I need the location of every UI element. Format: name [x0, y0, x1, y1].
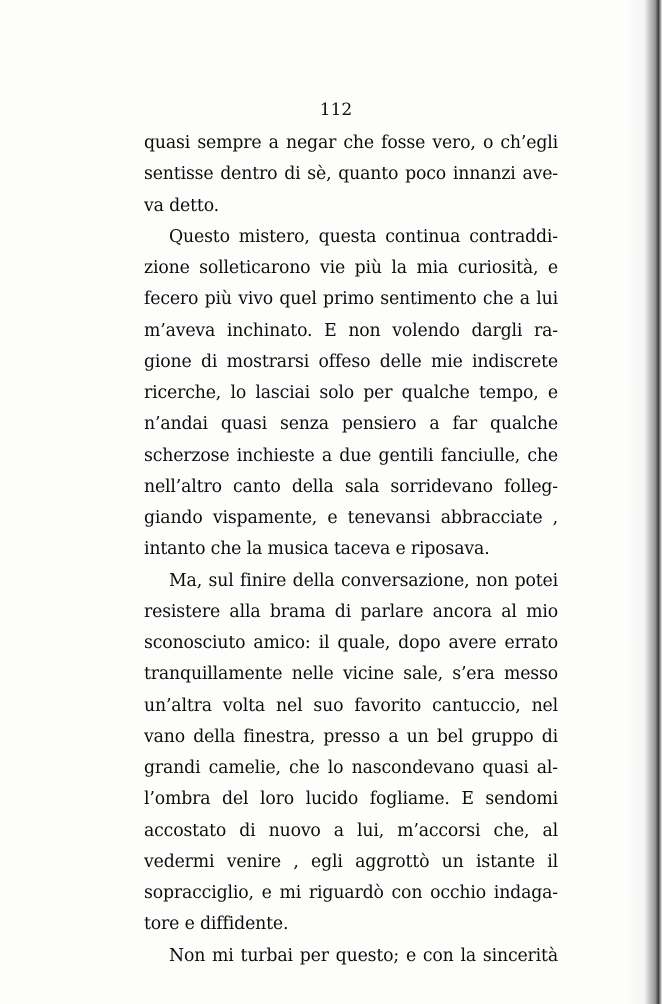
page-binding-edge	[626, 0, 662, 1004]
text-line: nell’altro canto della sala sorridevano folleg-	[144, 476, 558, 497]
text-line: va detto.	[144, 195, 219, 216]
text-line: l’ombra del loro lucido fogliame. E sendomi	[144, 789, 558, 810]
text-line: zione solleticarono vie più la mia curiosità, e	[144, 258, 558, 278]
text-line: vano della finestra, presso a un bel gruppo di	[144, 726, 558, 747]
text-line: Questo mistero, questa continua contraddi-	[169, 226, 558, 247]
text-line: tore e diffidente.	[144, 914, 289, 935]
text-line: sentisse dentro di sè, quanto poco innanzi ave-	[144, 164, 558, 185]
text-line: quasi sempre a negar che fosse vero, o ch’egli	[144, 133, 558, 153]
text-line: accostato di nuovo a lui, m’accorsi che, al	[144, 820, 558, 841]
text-line: gione di mostrarsi offeso delle mie indiscrete	[144, 351, 558, 372]
text-line: resistere alla brama di parlare ancora al mio	[144, 601, 558, 622]
page-number: 112	[319, 100, 353, 120]
text-line: tranquillamente nelle vicine sale, s’era messo	[144, 664, 558, 685]
text-line: giando vispamente, e tenevansi abbracciate ,	[144, 508, 558, 528]
text-line: Non mi turbai per questo; e con la sincerità	[169, 945, 558, 966]
text-line: fecero più vivo quel primo sentimento che a lui	[144, 289, 558, 310]
text-line: n’andai quasi senza pensiero a far qualche	[144, 414, 558, 435]
text-line: sconosciuto amico: il quale, dopo avere errato	[144, 633, 558, 653]
text-line: ricerche, lo lasciai solo per qualche tempo, e	[144, 383, 558, 403]
text-line: Ma, sul finire della conversazione, non potei	[169, 570, 558, 591]
text-line: vedermi venire , egli aggrottò un istante il	[144, 851, 558, 872]
text-line: scherzose inchieste a due gentili fanciulle, che	[144, 445, 558, 466]
text-line: intanto che la musica taceva e riposava.	[144, 539, 490, 560]
text-line: sopracciglio, e mi riguardò con occhio indaga-	[144, 883, 558, 903]
body-text	[144, 128, 558, 972]
text-line: grandi camelie, che lo nascondevano quasi al-	[144, 758, 558, 778]
text-line: m’aveva inchinato. E non volendo dargli ra-	[144, 320, 558, 341]
text-line: un’altra volta nel suo favorito cantuccio, nel	[144, 695, 558, 716]
